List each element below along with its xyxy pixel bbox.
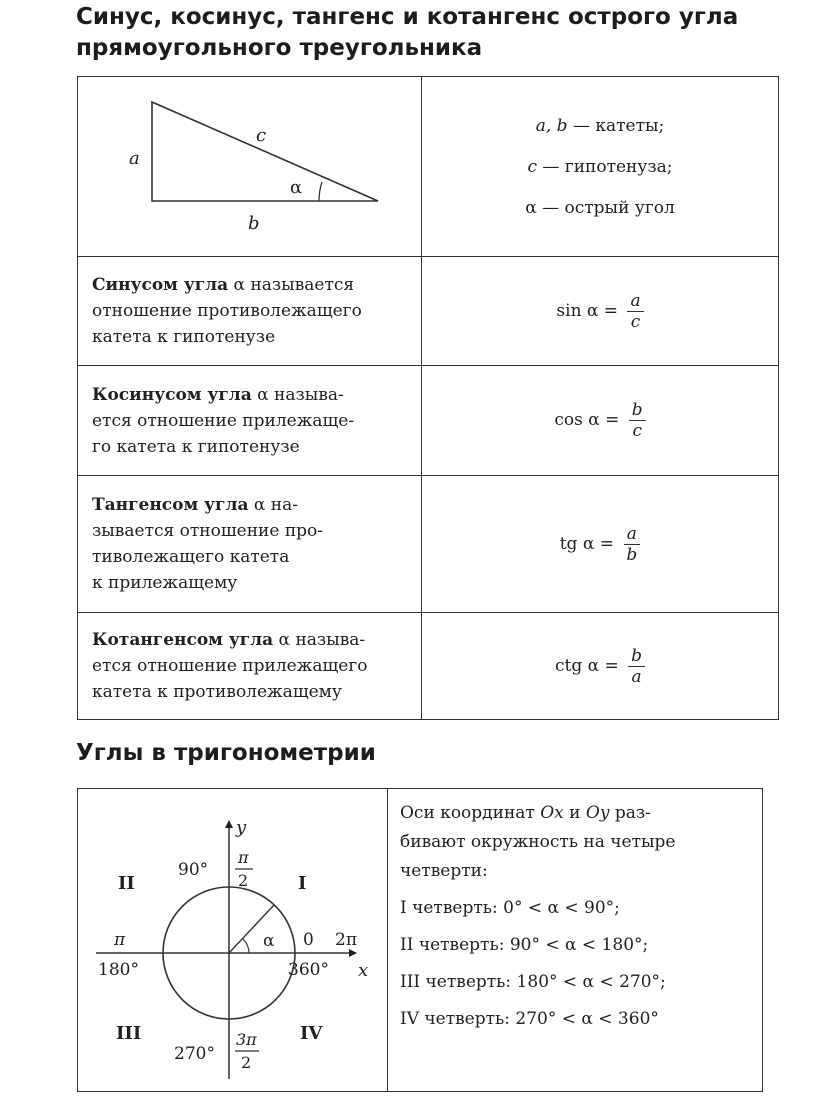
- quarter-II-label: II: [118, 873, 135, 894]
- table-row-cotangent: [78, 613, 779, 720]
- triangle-legend-cell: [422, 77, 779, 257]
- legend-cathetus: a, b — катеты;: [535, 115, 665, 136]
- fraction: $\frac{a}{b}$: [623, 524, 640, 565]
- label-90-deg: 90°: [178, 860, 209, 880]
- sine-definition: Синусом угла α называется отношение противолежащего катета к гипотенузе: [78, 257, 422, 366]
- quarter-3-range: III четверть: 180° < α < 270°;: [400, 972, 666, 992]
- table-row-sine: [78, 257, 779, 366]
- term-sine: Синусом угла: [92, 275, 229, 295]
- quarter-I-label: I: [298, 873, 307, 894]
- label-270-deg: 270°: [174, 1044, 215, 1064]
- trig-ratios-table: [77, 76, 779, 720]
- label-three-pi-half-den: 2: [241, 1053, 252, 1072]
- angle-arc: [243, 939, 249, 953]
- label-c: c: [256, 125, 267, 146]
- quarter-4-range: IV четверть: 270° < α < 360°: [400, 1009, 659, 1029]
- fraction: $\frac{a}{c}$: [627, 291, 643, 332]
- label-zero: 0: [303, 930, 314, 950]
- term-cotangent: Котангенсом угла: [92, 630, 274, 650]
- label-alpha: α: [290, 177, 303, 198]
- tangent-formula: tg α = $\frac{a}{b}$: [422, 476, 779, 613]
- fraction: $\frac{b}{a}$: [628, 646, 645, 687]
- tangent-definition: Тангенсом угла α на- зывается отношение про- тиволежащего катета к прилежащему: [78, 476, 422, 613]
- label-360-deg: 360°: [288, 960, 329, 980]
- axis-y-label: y: [236, 817, 247, 838]
- unit-circle-diagram: [78, 789, 388, 1087]
- quarter-IV-label: IV: [300, 1023, 323, 1044]
- label-b: b: [248, 213, 260, 234]
- quarters-description: [388, 789, 763, 1092]
- fraction: $\frac{b}{c}$: [629, 400, 646, 441]
- table-row-unit-circle: [78, 789, 763, 1092]
- cosine-formula: cos α = $\frac{b}{c}$: [422, 366, 779, 476]
- legend-angle: α — острый угол: [525, 197, 675, 218]
- section-title-angles: Углы в тригонометрии: [76, 740, 376, 766]
- cosine-definition: Косинусом угла α называ- ется отношение прилежаще- го катета к гипотенузе: [78, 366, 422, 476]
- legend-hypotenuse: c — гипотенуза;: [527, 156, 673, 177]
- quarters-intro: Оси координат Ox и Oy раз- бивают окружность на четыре четверти:: [400, 803, 676, 881]
- table-row-tangent: [78, 476, 779, 613]
- section-title-trig-ratios: Синус, косинус, тангенс и котангенс острого угла прямоугольного треугольника: [76, 4, 739, 61]
- triangle-figure-cell: [78, 77, 422, 257]
- quarter-III-label: III: [116, 1023, 142, 1044]
- sine-formula: sin α = $\frac{a}{c}$: [422, 257, 779, 366]
- cotangent-definition: Котангенсом угла α называ- ется отношение прилежащего катета к противолежащему: [78, 613, 422, 720]
- label-pi-half-num: π: [238, 848, 249, 867]
- quarter-1-range: I четверть: 0° < α < 90°;: [400, 898, 620, 918]
- quarter-2-range: II четверть: 90° < α < 180°;: [400, 935, 649, 955]
- unit-circle-cell: [78, 789, 388, 1092]
- label-a: a: [129, 148, 140, 169]
- triangle-shape: [152, 102, 378, 201]
- label-pi: π: [114, 930, 126, 950]
- axis-x-label: x: [358, 960, 369, 981]
- angle-arc: [319, 182, 322, 201]
- term-tangent: Тангенсом угла: [92, 495, 249, 515]
- right-triangle-diagram: [78, 77, 422, 252]
- cotangent-formula: ctg α = $\frac{b}{a}$: [422, 613, 779, 720]
- label-pi-half-den: 2: [238, 871, 249, 890]
- label-180-deg: 180°: [98, 960, 139, 980]
- quarters-table: [77, 788, 763, 1092]
- table-row-triangle: [78, 77, 779, 257]
- label-two-pi: 2π: [335, 930, 357, 950]
- label-three-pi-half-num: 3π: [236, 1030, 257, 1049]
- label-alpha: α: [263, 931, 275, 951]
- table-row-cosine: [78, 366, 779, 476]
- term-cosine: Косинусом угла: [92, 384, 252, 405]
